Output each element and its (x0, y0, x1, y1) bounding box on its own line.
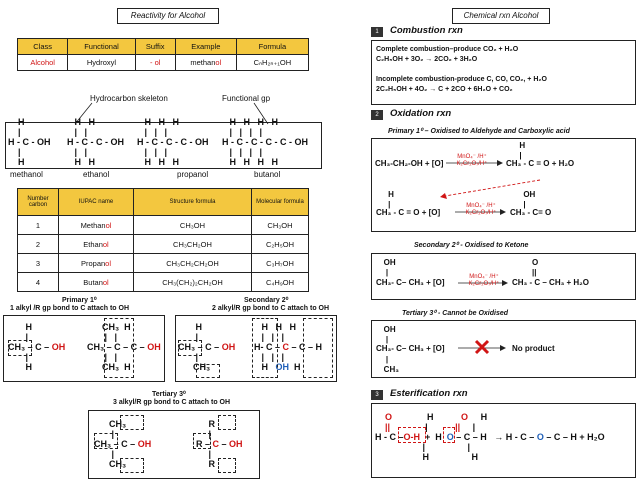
header-example: Example (175, 39, 236, 55)
primary-eq2-right: CH₃ - C= O (510, 208, 552, 217)
primary-catalyst: MnO₄⁻ /H⁺ K₂Cr₂O₇/H⁺ (456, 154, 488, 167)
r-group-box (303, 318, 333, 378)
naming-table (17, 188, 309, 292)
primary-eq-aldehyde-h: H | (519, 141, 526, 160)
ester-h-box (443, 427, 455, 443)
section-number: 1 (371, 27, 383, 37)
secondary-sub: 2 alkyl/R gp bond to C attach to OH (212, 305, 330, 312)
secondary-catalyst: MnO₄⁻ /H⁺ K₂Cr₂O₇/H⁺ (468, 274, 500, 287)
tertiary-oh: OH | (383, 325, 396, 344)
r-group-box (8, 340, 32, 356)
oxidation-secondary-label: Secondary 2⁰ - Oxidised to Ketone (414, 242, 529, 249)
ester-equation: O H O H || | || | H - C –O-H + H O – C – H → H - C – O – C – H + H₂O | | H H (375, 412, 605, 462)
left-title: Reactivity for Alcohol (117, 8, 219, 24)
header-formula: Formula (236, 39, 308, 55)
r-group-box (252, 318, 278, 378)
r-group-box (196, 364, 220, 378)
header-functional: Functional (68, 39, 135, 55)
ethanol-structure: H H | | H - C - C - OH | | H H (67, 117, 124, 167)
header-molecular: Molecular formula (252, 189, 309, 216)
table-row: 3 Propanol CH₃CH₂CH₂OH C₃H₇OH (18, 254, 309, 273)
primary-catalyst-2: MnO₄⁻ /H⁺ K₂Cr₂O₇/H⁺ (465, 203, 497, 216)
header-iupac: IUPAC name (59, 189, 134, 216)
tertiary-eq-left: CH₃- C– CH₃ + [O] (376, 344, 445, 353)
butanol-structure: H H H H | | | | H - C - C - C - C - OH | | | | H H H H (222, 117, 308, 167)
combustion-text: Complete combustion–produce CO₂ + H₂O C₂H₅OH + 3O₂ → 2CO₂ + 3H₂O Incomplete combustion-produce C, CO, CO₂, + H₂O 2C₂H₅OH + 4O₂ → C + 2CO + 6H₂O + CO₂ (376, 46, 547, 93)
oxidation-tertiary-label: Tertiary 3⁰ - Cannot be Oxidised (402, 310, 509, 317)
cell-class: Alcohol (18, 55, 68, 71)
tertiary-example-2: R | R – C – OH | R (196, 419, 243, 469)
oxidation-primary-label: Primary 1⁰ – Oxidised to Aldehyde and Carboxylic acid (388, 128, 570, 135)
header-suffix: Suffix (135, 39, 175, 55)
tertiary-sub: 3 alkyl/R gp bond to C attach to OH (113, 399, 231, 406)
r-group-box (120, 458, 144, 473)
aldehyde-h: H | (388, 190, 394, 209)
header-class: Class (18, 39, 68, 55)
cell-suffix: - ol (135, 55, 175, 71)
secondary-eq-left: CH₃- C– CH₃ + [O] (376, 278, 445, 287)
primary-eq-right: CH₃ - C = O + H₂O (506, 159, 575, 168)
acid-oh: OH | (523, 190, 536, 209)
table-row: 4 Butanol CH₃(CH₂)₂CH₂OH C₄H₉OH (18, 273, 309, 292)
cell-formula: CₙH₂ₙ₊₁OH (236, 55, 308, 71)
cell-functional: Hydroxyl (68, 55, 135, 71)
primary-eq2-left: CH₃ - C = O + [O] (376, 208, 441, 217)
table-row: 2 Ethanol CH₃CH₂OH C₂H₅OH (18, 235, 309, 254)
alcohol-class-table (17, 38, 309, 71)
skeleton-label: Hydrocarbon skeleton (90, 94, 168, 103)
section-number: 2 (371, 110, 383, 120)
secondary-eq-right: CH₃ - C – CH₃ + H₂O (512, 278, 589, 287)
ester-title: Esterification rxn (390, 388, 468, 399)
ketone-o: O || (532, 258, 539, 277)
r-group-box (178, 340, 202, 356)
right-title: Chemical rxn Alcohol (452, 8, 550, 24)
secondary-example-1: H | CH₃ – C – OH | CH₃ (178, 322, 236, 372)
r-group-box (94, 433, 118, 449)
oxidation-primary-box (371, 138, 636, 232)
functional-label: Functional gp (222, 94, 271, 103)
label-methanol: methanol (10, 170, 43, 179)
tertiary-title: Tertiary 3⁰ (152, 391, 186, 398)
cell-example: methanol (175, 55, 236, 71)
label-ethanol: ethanol (83, 170, 110, 179)
r-group-box (218, 415, 236, 430)
tertiary-example-1: CH₃ | CH₃ – C – OH | CH₃ (94, 419, 152, 469)
secondary-oh: OH | (383, 258, 396, 277)
label-butanol: butanol (254, 170, 281, 179)
tertiary-ch3: | CH₃ (383, 355, 399, 374)
primary-example-2: CH₃ H | | CH₃ – C – C – OH | | CH₃ H (87, 322, 161, 372)
label-propanol: propanol (177, 170, 209, 179)
primary-sub: 1 alkyl /R gp bond to C attach to OH (10, 305, 130, 312)
secondary-title: Secondary 2⁰ (244, 297, 289, 304)
section-number: 3 (371, 390, 383, 400)
tertiary-eq-right: No product (512, 344, 555, 353)
r-group-box (120, 415, 144, 430)
primary-example-1: H | CH₃ – C – OH | H (8, 322, 66, 372)
primary-eq-left: CH₃-CH₂-OH + [O] (375, 159, 444, 168)
ester-oh-box (398, 427, 426, 443)
table-row: 1 Methanol CH₃OH CH₃OH (18, 216, 309, 235)
header-structure: Structure formula (134, 189, 252, 216)
r-group-box (104, 318, 134, 378)
oxidation-title: Oxidation rxn (390, 108, 452, 119)
propanol-structure: H H H | | | H - C - C - C - OH | | | H H H (137, 117, 209, 167)
combustion-title: Combustion rxn (390, 25, 463, 36)
methanol-structure: H | H - C - OH | H (8, 117, 51, 167)
header-number-carbon: Number carbon (18, 189, 59, 216)
secondary-example-2: H H H | | | H- C – C – C – H | | | H OH H (254, 322, 323, 372)
primary-title: Primary 1⁰ (62, 297, 97, 304)
r-group-box (193, 433, 211, 449)
r-group-box (218, 458, 236, 473)
